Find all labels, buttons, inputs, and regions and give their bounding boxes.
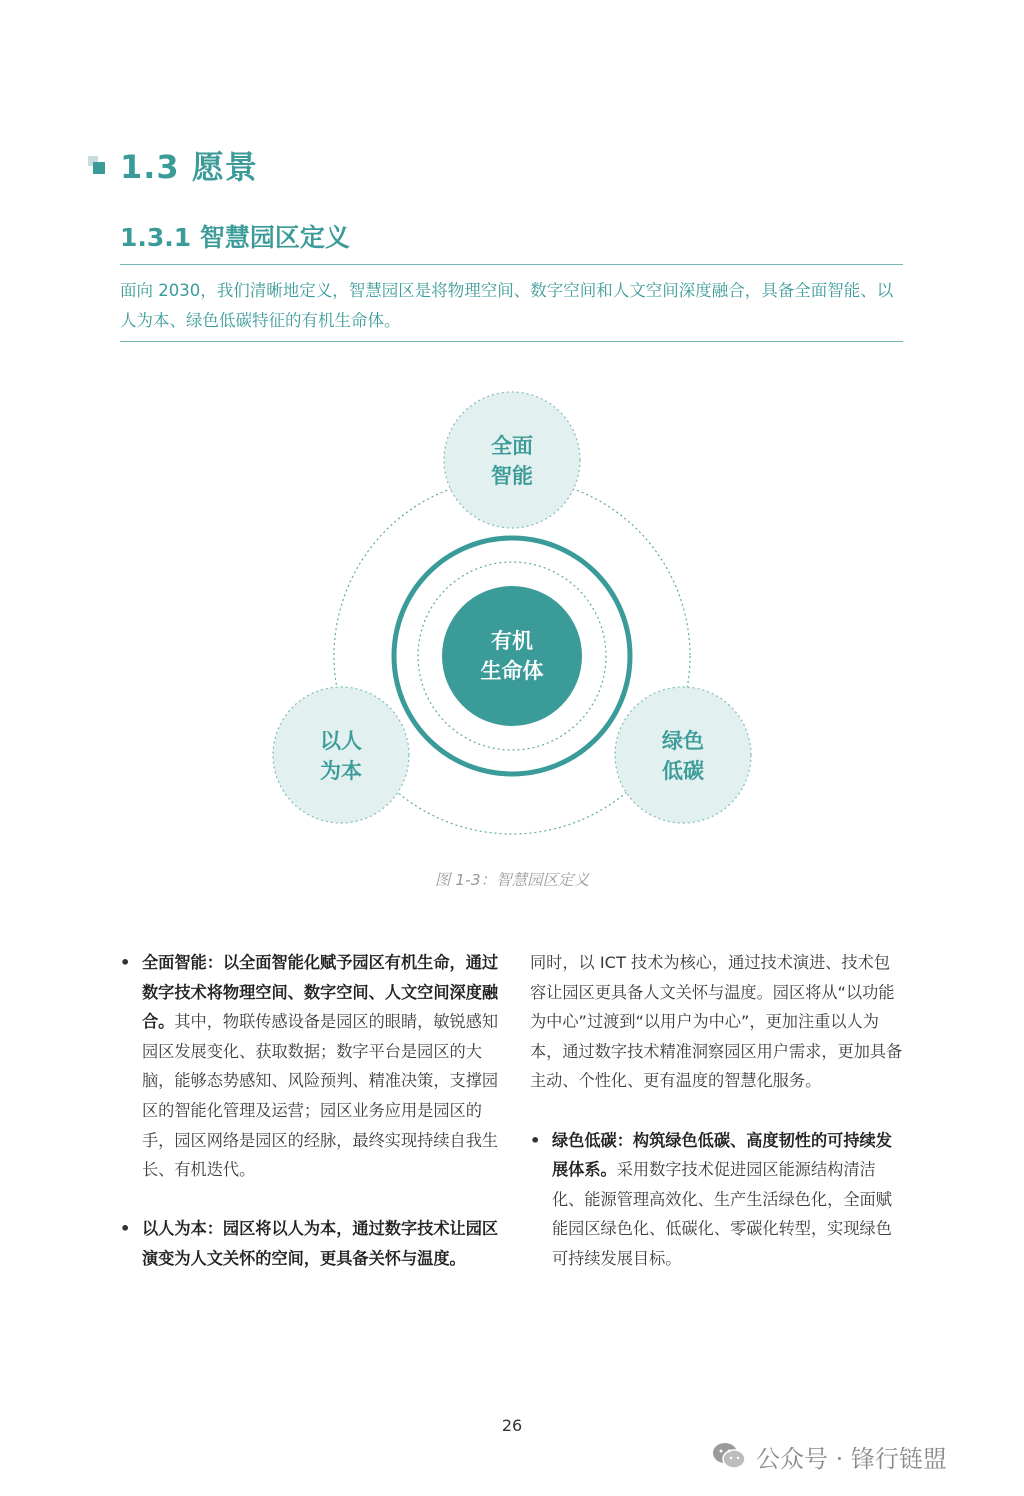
section-title: 1.3 愿景 <box>120 148 258 186</box>
intro-bottom-rule <box>120 341 903 342</box>
bullet-dot: • <box>530 1130 541 1150</box>
bullet-text: 同时，以 ICT 技术为核心，通过技术演进、技术包容让园区更具备人文关怀与温度。园区将从“以功能为中心”过渡到“以用户为中心”，更加注重以人为本，通过数字技术精准洞察园区用户需求，更加具备主动、个性化、更有温度的智慧化服务。 <box>530 953 903 1091</box>
center-label-line2: 生命体 <box>480 659 544 683</box>
bullet-dot: • <box>120 1219 131 1239</box>
bullet-people-oriented-continued <box>530 948 904 1096</box>
right-circle <box>615 687 751 823</box>
bullet-comprehensive-intelligence <box>120 948 500 1185</box>
top-label-line1: 全面 <box>491 434 533 458</box>
bullet-text: 采用数字技术促进园区能源结构清洁化、能源管理高效化、生产生活绿色化，全面赋能园区绿色化、低碳化、零碳化转型，实现绿色可持续发展目标。 <box>552 1160 892 1268</box>
right-label-line1: 绿色 <box>662 729 704 753</box>
page-number: 26 <box>501 1416 523 1435</box>
section-marker-icon <box>88 156 108 176</box>
top-circle <box>444 392 580 528</box>
watermark-text: 公众号 · 锋行链盟 <box>756 1444 947 1473</box>
bullet-text: 其中，物联传感设备是园区的眼睛，敏锐感知园区发展变化、获取数据；数字平台是园区的大脑，能够态势感知、风险预判、精准决策，支撑园区的智能化管理及运营；园区业务应用是园区的手，园区网络是园区的经脉，最终实现持续自我生长、有机迭代。 <box>142 1012 499 1180</box>
bullet-green-low-carbon <box>530 1126 904 1274</box>
bullet-heading: 以人为本：园区将以人为本，通过数字技术让园区演变为人文关怀的空间，更具备关怀与温度。 <box>142 1219 499 1268</box>
left-circle <box>273 687 409 823</box>
subsection-title: 1.3.1 智慧园区定义 <box>120 223 350 252</box>
center-circle <box>442 586 582 726</box>
right-label-line2: 低碳 <box>662 759 704 783</box>
wechat-icon <box>712 1442 746 1470</box>
left-label-line2: 为本 <box>320 759 362 783</box>
bullet-heading: 全面智能：以全面智能化赋予园区有机生命，通过数字技术将物理空间、数字空间、人文空间深度融合。 <box>142 953 499 1032</box>
body-column-right <box>530 948 904 1274</box>
left-label-line1: 以人 <box>320 729 362 753</box>
bullet-heading: 绿色低碳：构筑绿色低碳、高度韧性的可持续发展体系。 <box>552 1130 892 1180</box>
bullet-dot: • <box>120 953 131 972</box>
figure-caption: 图 1-3：智慧园区定义 <box>434 871 590 889</box>
watermark <box>712 1436 947 1476</box>
center-label-line1: 有机 <box>491 629 533 653</box>
top-label-line2: 智能 <box>491 464 533 488</box>
park-definition-diagram <box>262 380 762 850</box>
body-column-left <box>120 948 500 1274</box>
intro-top-rule <box>120 264 903 265</box>
intro-paragraph: 面向 2030，我们清晰地定义，智慧园区是将物理空间、数字空间和人文空间深度融合，具备全面智能、以人为本、绿色低碳特征的有机生命体。 <box>120 281 894 330</box>
bullet-people-oriented <box>120 1214 500 1273</box>
